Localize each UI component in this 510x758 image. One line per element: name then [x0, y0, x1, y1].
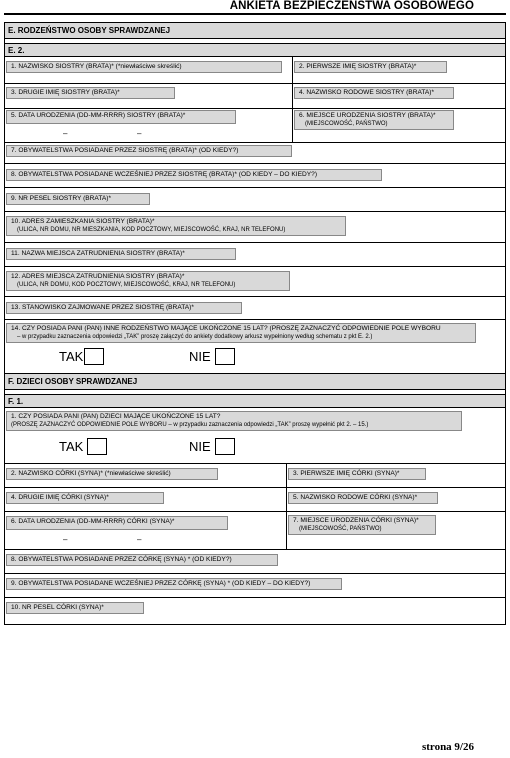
- field-label-main: 7. MIEJSCE URODZENIA CÓRKI (SYNA)*: [293, 517, 419, 524]
- field-child-birth-date[interactable]: [5, 512, 286, 549]
- row-f-8: [5, 550, 505, 574]
- row-f-2-3: [5, 464, 505, 488]
- field-sibling-pesel[interactable]: [5, 188, 505, 211]
- section-f1-title: F. 1.: [5, 395, 505, 407]
- field-sibling-employer[interactable]: [5, 243, 505, 266]
- field-label-main: 6. MIEJSCE URODZENIA SIOSTRY (BRATA)*: [299, 112, 436, 119]
- row-e-8: [5, 164, 505, 188]
- page-number: strona 9/26: [421, 741, 474, 753]
- row-e-11: [5, 243, 505, 267]
- field-label: [288, 515, 436, 535]
- date-separator: –: [137, 129, 142, 138]
- field-label: 1. NAZWISKO SIOSTRY (BRATA)* (*niewłaściwe skreślić): [6, 61, 282, 73]
- field-child-maiden-name[interactable]: [286, 488, 505, 511]
- row-e-14: [5, 320, 505, 374]
- field-label: 11. NAZWA MIEJSCA ZATRUDNIENIA SIOSTRY (BRATA)*: [6, 248, 236, 260]
- checkbox-label-nie: NIE: [189, 439, 211, 454]
- field-label: 13. STANOWISKO ZAJMOWANE PRZEZ SIOSTRĘ (BRATA)*: [6, 302, 242, 314]
- field-child-first-name[interactable]: [286, 464, 505, 487]
- field-label: 5. NAZWISKO RODOWE CÓRKI (SYNA)*: [288, 492, 438, 504]
- checkbox-label-tak: TAK: [59, 349, 84, 364]
- field-label-hint: (ULICA, NR DOMU, KOD POCZTOWY, MIEJSCOWOŚĆ, KRAJ, NR TELEFONU): [17, 282, 236, 288]
- row-e-3-4: [5, 84, 505, 109]
- field-label-main: 10. ADRES ZAMIESZKANIA SIOSTRY (BRATA)*: [11, 218, 155, 225]
- field-label: 8. OBYWATELSTWA POSIADANE WCZEŚNIEJ PRZEZ SIOSTRĘ (BRATA)* (OD KIEDY – DO KIEDY?): [6, 169, 382, 181]
- field-children: [5, 408, 505, 463]
- field-label: 10. NR PESEL CÓRKI (SYNA)*: [6, 602, 144, 614]
- checkbox-label-nie: NIE: [189, 349, 211, 364]
- field-sibling-second-name[interactable]: [5, 84, 292, 108]
- row-e-12: [5, 267, 505, 297]
- row-e-7: [5, 143, 505, 164]
- field-label: 4. DRUGIE IMIĘ CÓRKI (SYNA)*: [6, 492, 164, 504]
- header-rule: [4, 13, 506, 15]
- field-child-second-name[interactable]: [5, 488, 286, 511]
- date-separator: –: [63, 535, 68, 544]
- row-e-10: [5, 212, 505, 243]
- field-label: 8. OBYWATELSTWA POSIADANE PRZEZ CÓRKĘ (SYNA) * (OD KIEDY?): [6, 554, 278, 566]
- field-label: 9. OBYWATELSTWA POSIADANE WCZEŚNIEJ PRZEZ CÓRKĘ (SYNA) * (OD KIEDY – DO KIEDY?): [6, 578, 342, 590]
- row-e-13: [5, 297, 505, 320]
- field-label: 3. PIERWSZE IMIĘ CÓRKI (SYNA)*: [288, 468, 426, 480]
- section-e2-header: [5, 44, 505, 57]
- document-title: ANKIETA BEZPIECZEŃSTWA OSOBOWEGO: [229, 0, 474, 12]
- field-label: [6, 411, 462, 431]
- row-f-9: [5, 574, 505, 598]
- section-e-title: E. RODZEŃSTWO OSOBY SPRAWDZANEJ: [5, 23, 505, 38]
- checkbox-label-tak: TAK: [59, 439, 84, 454]
- field-label-main: 1. CZY POSIADA PANI (PAN) DZIECI MAJĄCE UKOŃCZONE 15 LAT?: [11, 413, 221, 420]
- field-label: 9. NR PESEL SIOSTRY (BRATA)*: [6, 193, 150, 205]
- field-label-hint: – w przypadku zaznaczenia odpowiedzi „TAK” proszę załączyć do ankiety dodatkowy arkusz wypełniony według schematu z pkt E. 2.): [17, 334, 373, 340]
- field-sibling-employer-address[interactable]: [5, 267, 505, 296]
- row-e-1-2: [5, 57, 505, 84]
- checkbox-tak[interactable]: [87, 438, 107, 455]
- field-sibling-address[interactable]: [5, 212, 505, 242]
- field-label: 5. DATA URODZENIA (DD-MM-RRRR) SIOSTRY (BRATA)*: [6, 110, 236, 124]
- checkbox-nie[interactable]: [215, 348, 235, 365]
- section-e-header: [5, 23, 505, 39]
- field-label: [6, 216, 346, 236]
- row-f-6-7: [5, 512, 505, 550]
- field-sibling-maiden-name[interactable]: [292, 84, 505, 108]
- section-f1-header: [5, 395, 505, 408]
- field-child-pesel[interactable]: [5, 598, 505, 624]
- field-label-hint: (MIEJSCOWOŚĆ, PAŃSTWO): [305, 121, 388, 127]
- field-sibling-citizenship[interactable]: [5, 143, 505, 163]
- field-label: 7. OBYWATELSTWA POSIADANE PRZEZ SIOSTRĘ (BRATA)* (OD KIEDY?): [6, 145, 292, 157]
- field-label-hint: (MIEJSCOWOŚĆ, PAŃSTWO): [299, 526, 382, 532]
- field-label: 3. DRUGIE IMIĘ SIOSTRY (BRATA)*: [6, 87, 175, 99]
- checkbox-nie[interactable]: [215, 438, 235, 455]
- row-f-4-5: [5, 488, 505, 512]
- row-f-10: [5, 598, 505, 624]
- field-sibling-previous-citizenship[interactable]: [5, 164, 505, 187]
- field-label: [294, 110, 454, 130]
- field-other-siblings: [5, 320, 505, 373]
- row-e-5-6: [5, 109, 505, 143]
- field-label-main: 12. ADRES MIEJSCA ZATRUDNIENIA SIOSTRY (BRATA)*: [11, 273, 185, 280]
- field-child-surname[interactable]: [5, 464, 286, 487]
- field-child-previous-citizenship[interactable]: [5, 574, 505, 597]
- field-label-hint: (ULICA, NR DOMU, NR MIESZKANIA, KOD POCZTOWY, MIEJSCOWOŚĆ, KRAJ, NR TELEFONU): [17, 227, 286, 233]
- checkbox-tak[interactable]: [84, 348, 104, 365]
- section-e2-title: E. 2.: [5, 44, 505, 56]
- field-sibling-birth-date[interactable]: [5, 109, 292, 142]
- row-e-9: [5, 188, 505, 212]
- date-separator: –: [63, 129, 68, 138]
- field-child-birth-place[interactable]: [286, 512, 505, 549]
- field-label: 6. DATA URODZENIA (DD-MM-RRRR) CÓRKI (SYNA)*: [6, 516, 228, 530]
- field-label: 2. NAZWISKO CÓRKI (SYNA)* (*niewłaściwe skreślić): [6, 468, 218, 480]
- section-f-header: [5, 374, 505, 390]
- field-label-hint: (PROSZĘ ZAZNACZYĆ ODPOWIEDNIE POLE WYBORU – w przypadku zaznaczenia odpowiedzi „TAK” proszę wypełnić pkt 2. – 15.): [11, 422, 369, 428]
- field-label: [6, 271, 290, 291]
- field-child-citizenship[interactable]: [5, 550, 505, 573]
- field-label: 2. PIERWSZE IMIĘ SIOSTRY (BRATA)*: [294, 61, 447, 73]
- field-label: 4. NAZWISKO RODOWE SIOSTRY (BRATA)*: [294, 87, 454, 99]
- field-sibling-first-name[interactable]: [292, 57, 505, 83]
- field-sibling-surname[interactable]: [5, 57, 292, 83]
- field-sibling-position[interactable]: [5, 297, 505, 319]
- field-label: [6, 323, 476, 343]
- field-label-main: 14. CZY POSIADA PANI (PAN) INNE RODZEŃSTWO MAJĄCE UKOŃCZONE 15 LAT? (PROSZĘ ZAZNACZYĆ ODPOWIEDNIE POLE WYBORU: [11, 325, 441, 332]
- row-f-1: [5, 408, 505, 464]
- form-table: [4, 22, 506, 625]
- field-sibling-birth-place[interactable]: [292, 109, 505, 142]
- date-separator: –: [137, 535, 142, 544]
- section-f-title: F. DZIECI OSOBY SPRAWDZANEJ: [5, 374, 505, 389]
